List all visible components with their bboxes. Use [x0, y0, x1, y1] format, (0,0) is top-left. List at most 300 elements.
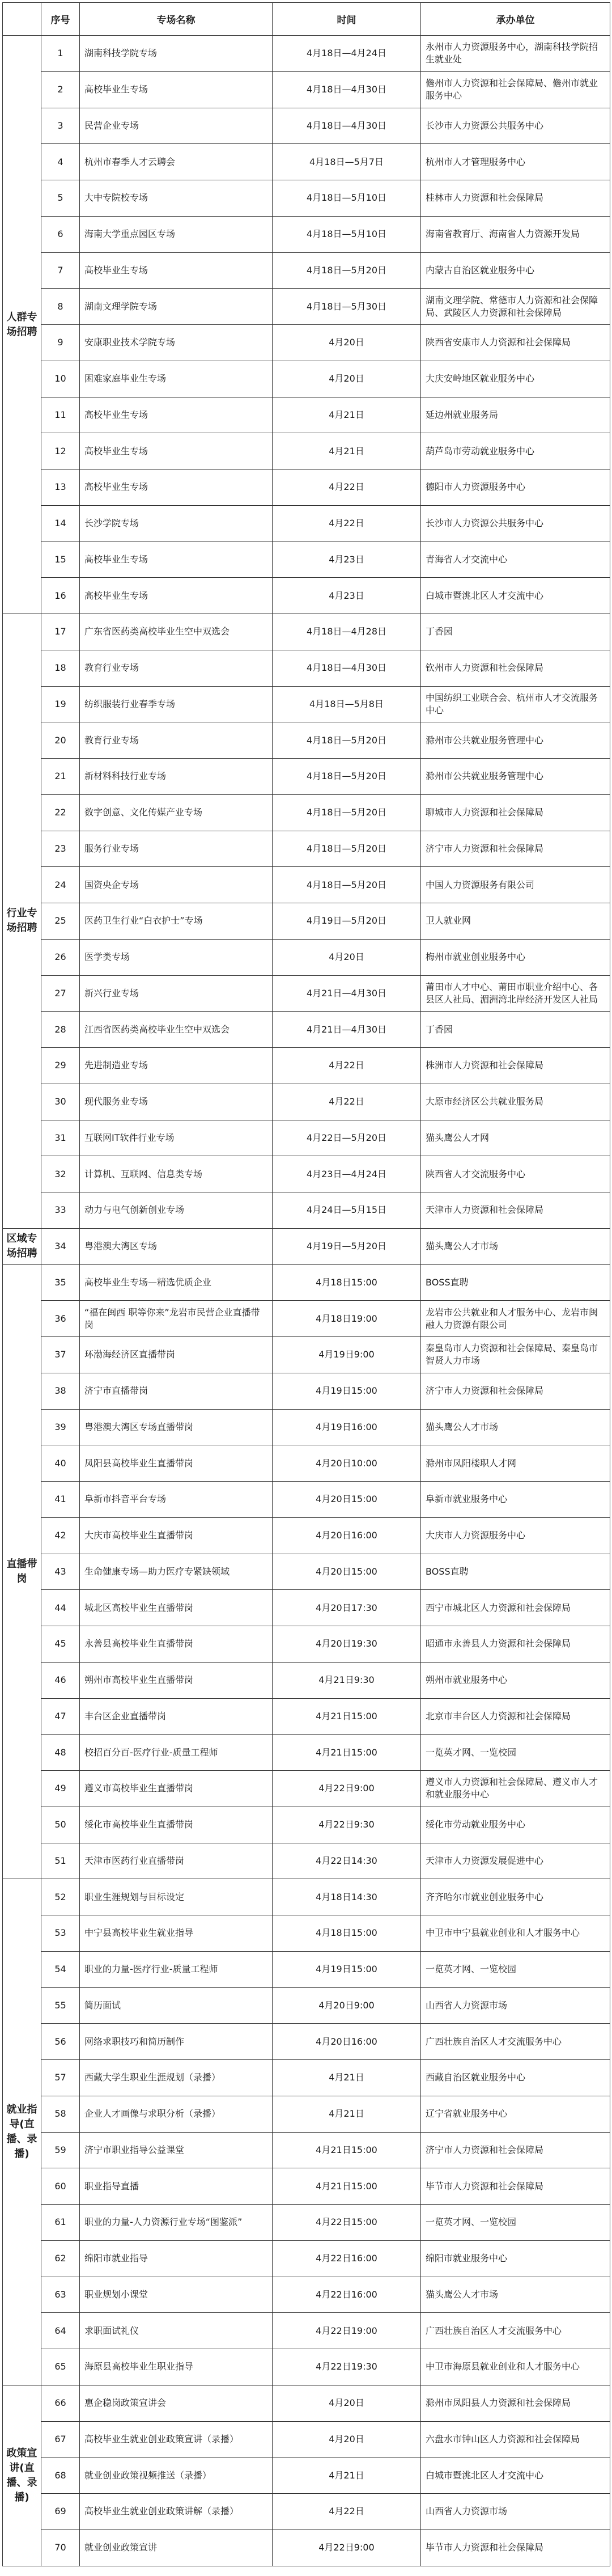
organizer: 六盘水市钟山区人力资源和社会保障局: [421, 2421, 610, 2457]
event-name: 西藏大学生职业生涯规划（录播）: [80, 2060, 273, 2096]
event-time: 4月22日—5月20日: [273, 1120, 421, 1156]
event-time: 4月19日—5月20日: [273, 1228, 421, 1264]
row-index: 22: [41, 794, 80, 831]
organizer: BOSS直聘: [421, 1554, 610, 1590]
event-name: 高校毕业生专场: [80, 252, 273, 289]
row-index: 1: [41, 36, 80, 72]
event-name: 城北区高校毕业生直播带岗: [80, 1590, 273, 1626]
table-row: [3, 686, 610, 722]
table-row: [3, 1626, 610, 1663]
event-name: 生命健康专场—助力医疗专紧缺领域: [80, 1554, 273, 1590]
table-row: [3, 469, 610, 506]
organizer: 海南省教育厅、海南省人力资源开发局: [421, 216, 610, 252]
row-index: 12: [41, 433, 80, 469]
event-time: 4月21日15:00: [273, 2168, 421, 2205]
table-row: [3, 1373, 610, 1409]
row-index: 40: [41, 1445, 80, 1482]
row-index: 30: [41, 1084, 80, 1120]
event-time: 4月21日: [273, 2096, 421, 2132]
organizer: 葫芦岛市劳动就业服务中心: [421, 433, 610, 469]
row-index: 49: [41, 1771, 80, 1807]
event-time: 4月22日9:00: [273, 1771, 421, 1807]
event-time: 4月21日9:30: [273, 1662, 421, 1698]
category-cell: 直播带岗: [3, 1264, 41, 1879]
event-time: 4月20日: [273, 939, 421, 975]
event-name: 困难家庭毕业生专场: [80, 361, 273, 397]
organizer: 卫人就业网: [421, 903, 610, 940]
table-row: [3, 1807, 610, 1843]
event-name: 求职面试礼仪: [80, 2313, 273, 2349]
organizer: 湖南文理学院、常德市人力资源和社会保障局、武陵区人力资源和社会保障局: [421, 289, 610, 325]
organizer: 辽宁省就业服务中心: [421, 2096, 610, 2132]
event-time: 4月22日: [273, 1048, 421, 1084]
event-time: 4月22日19:00: [273, 2313, 421, 2349]
event-name: 新兴行业专场: [80, 975, 273, 1012]
event-time: 4月21日—4月30日: [273, 1012, 421, 1048]
table-row: [3, 1554, 610, 1590]
table-row: [3, 1301, 610, 1337]
table-row: [3, 2313, 610, 2349]
table-row: [3, 2530, 610, 2566]
row-index: 56: [41, 2024, 80, 2060]
event-time: 4月21日: [273, 397, 421, 433]
event-name: 高校毕业生专场: [80, 578, 273, 614]
event-name: 网络求职技巧和简历制作: [80, 2024, 273, 2060]
row-index: 4: [41, 144, 80, 180]
event-time: 4月20日16:00: [273, 1517, 421, 1554]
event-time: 4月21日—4月30日: [273, 975, 421, 1012]
row-index: 11: [41, 397, 80, 433]
table-row: [3, 794, 610, 831]
event-time: 4月23日: [273, 578, 421, 614]
organizer: 龙岩市公共就业和人才服务中心、龙岩市闽融人力资源有限公司: [421, 1301, 610, 1337]
organizer: 阜新市就业服务中心: [421, 1482, 610, 1518]
organizer: 济宁市人力资源和社会保障局: [421, 831, 610, 867]
event-name: 服务行业专场: [80, 831, 273, 867]
event-name: 粤港澳大湾区专场: [80, 1228, 273, 1264]
event-name: 计算机、互联网、信息类专场: [80, 1156, 273, 1192]
event-name: 湖南文理学院专场: [80, 289, 273, 325]
table-row: [3, 542, 610, 578]
organizer: 钦州市人力资源和社会保障局: [421, 650, 610, 686]
event-time: 4月20日17:30: [273, 1590, 421, 1626]
table-row: [3, 1084, 610, 1120]
table-row: [3, 1445, 610, 1482]
event-name: 就业创业政策宣讲: [80, 2530, 273, 2566]
row-index: 50: [41, 1807, 80, 1843]
event-name: 职业规划小课堂: [80, 2277, 273, 2313]
organizer: 北京市丰台区人力资源和社会保障局: [421, 1698, 610, 1735]
event-time: 4月24日—5月15日: [273, 1192, 421, 1229]
row-index: 57: [41, 2060, 80, 2096]
table-row: [3, 180, 610, 217]
event-name: 永善县高校毕业生直播带岗: [80, 1626, 273, 1663]
organizer: 永州市人力资源服务中心，湖南科技学院招生就业处: [421, 36, 610, 72]
row-index: 21: [41, 759, 80, 795]
event-name: 新材料科技行业专场: [80, 759, 273, 795]
row-index: 47: [41, 1698, 80, 1735]
event-time: 4月19日15:00: [273, 1951, 421, 1987]
event-time: 4月18日—5月20日: [273, 759, 421, 795]
table-row: [3, 36, 610, 72]
row-index: 53: [41, 1915, 80, 1952]
row-index: 70: [41, 2530, 80, 2566]
row-index: 67: [41, 2421, 80, 2457]
row-index: 33: [41, 1192, 80, 1229]
table-row: [3, 1771, 610, 1807]
row-index: 27: [41, 975, 80, 1012]
category-cell: 行业专场招聘: [3, 614, 41, 1229]
row-index: 3: [41, 108, 80, 144]
row-index: 62: [41, 2240, 80, 2277]
row-index: 18: [41, 650, 80, 686]
event-name: 国资央企专场: [80, 867, 273, 903]
event-name: 互联网IT软件行业专场: [80, 1120, 273, 1156]
event-time: 4月20日: [273, 2421, 421, 2457]
event-time: 4月22日: [273, 2494, 421, 2530]
table-row: [3, 325, 610, 361]
row-index: 41: [41, 1482, 80, 1518]
event-time: 4月20日: [273, 361, 421, 397]
event-time: 4月20日15:00: [273, 1554, 421, 1590]
event-time: 4月22日9:00: [273, 2530, 421, 2566]
organizer: 天津市人力资源和社会保障局: [421, 1192, 610, 1229]
event-time: 4月18日—5月8日: [273, 686, 421, 722]
event-time: 4月18日15:00: [273, 1915, 421, 1952]
table-row: [3, 2240, 610, 2277]
event-name: 民营企业专场: [80, 108, 273, 144]
header-index: 序号: [41, 3, 80, 36]
table-row: [3, 578, 610, 614]
event-name: 职业指导直播: [80, 2168, 273, 2205]
organizer: 桂林市人力资源和社会保障局: [421, 180, 610, 217]
event-name: 先进制造业专场: [80, 1048, 273, 1084]
row-index: 64: [41, 2313, 80, 2349]
event-time: 4月20日16:00: [273, 2024, 421, 2060]
event-name: 高校毕业生专场: [80, 469, 273, 506]
event-time: 4月21日15:00: [273, 1735, 421, 1771]
organizer: 中国人力资源服务有限公司: [421, 867, 610, 903]
table-row: [3, 2096, 610, 2132]
event-name: 医药卫生行业“白衣护士”专场: [80, 903, 273, 940]
table-row: [3, 2457, 610, 2494]
organizer: 梅州市就业创业服务中心: [421, 939, 610, 975]
organizer: 昭通市永善县人力资源和社会保障局: [421, 1626, 610, 1663]
table-row: [3, 289, 610, 325]
row-index: 26: [41, 939, 80, 975]
row-index: 31: [41, 1120, 80, 1156]
table-row: [3, 2168, 610, 2205]
table-row: [3, 108, 610, 144]
row-index: 37: [41, 1337, 80, 1373]
table-row: [3, 2494, 610, 2530]
row-index: 55: [41, 1987, 80, 2024]
table-row: [3, 614, 610, 650]
organizer: 株洲市人力资源和社会保障局: [421, 1048, 610, 1084]
row-index: 13: [41, 469, 80, 506]
organizer: 一览英才网、一览校园: [421, 1735, 610, 1771]
row-index: 45: [41, 1626, 80, 1663]
event-time: 4月20日: [273, 2385, 421, 2421]
event-name: 海原县高校毕业生职业指导: [80, 2349, 273, 2385]
table-header-row: [3, 3, 610, 36]
organizer: 济宁市人力资源和社会保障局: [421, 2132, 610, 2168]
organizer: 大庆安岭地区就业服务中心: [421, 361, 610, 397]
event-name: “福在闽西 职等你来”龙岩市民营企业直播带岗: [80, 1301, 273, 1337]
table-row: [3, 1482, 610, 1518]
organizer: 长沙市人力资源公共服务中心: [421, 108, 610, 144]
header-organizer: 承办单位: [421, 3, 610, 36]
event-name: 江西省医药类高校毕业生空中双选会: [80, 1012, 273, 1048]
event-time: 4月20日19:30: [273, 1626, 421, 1663]
table-row: [3, 144, 610, 180]
row-index: 9: [41, 325, 80, 361]
table-row: [3, 2385, 610, 2421]
row-index: 68: [41, 2457, 80, 2494]
row-index: 66: [41, 2385, 80, 2421]
row-index: 46: [41, 1662, 80, 1698]
table-row: [3, 505, 610, 542]
event-time: 4月21日: [273, 2060, 421, 2096]
row-index: 17: [41, 614, 80, 650]
header-event-name: 专场名称: [80, 3, 273, 36]
row-index: 54: [41, 1951, 80, 1987]
event-name: 安康职业技术学院专场: [80, 325, 273, 361]
event-time: 4月18日—5月30日: [273, 289, 421, 325]
row-index: 43: [41, 1554, 80, 1590]
table-row: [3, 397, 610, 433]
event-name: 丰台区企业直播带岗: [80, 1698, 273, 1735]
row-index: 28: [41, 1012, 80, 1048]
table-row: [3, 433, 610, 469]
table-row: [3, 2277, 610, 2313]
organizer: 中卫市中宁县就业创业和人才服务中心: [421, 1915, 610, 1952]
category-cell: 人群专场招聘: [3, 36, 41, 614]
event-name: 粤港澳大湾区专场直播带岗: [80, 1409, 273, 1445]
table-row: [3, 2024, 610, 2060]
event-time: 4月18日—4月28日: [273, 614, 421, 650]
event-time: 4月19日9:00: [273, 1337, 421, 1373]
table-row: [3, 903, 610, 940]
event-name: 简历面试: [80, 1987, 273, 2024]
table-row: [3, 1048, 610, 1084]
event-name: 杭州市春季人才云聘会: [80, 144, 273, 180]
organizer: 滁州市凤阳楼职人才网: [421, 1445, 610, 1482]
event-time: 4月18日—4月30日: [273, 108, 421, 144]
event-name: 惠企稳岗政策宣讲会: [80, 2385, 273, 2421]
event-name: 职业生涯规划与目标设定: [80, 1879, 273, 1915]
event-name: 高校毕业生专场: [80, 542, 273, 578]
organizer: 猫头鹰公人才市场: [421, 1228, 610, 1264]
category-cell: 就业指导(直播、录播): [3, 1879, 41, 2385]
event-time: 4月18日—5月10日: [273, 180, 421, 217]
event-name: 数字创意、文化传媒产业专场: [80, 794, 273, 831]
table-row: [3, 867, 610, 903]
organizer: 西藏自治区就业服务中心: [421, 2060, 610, 2096]
organizer: 猫头鹰公人才市场: [421, 2277, 610, 2313]
organizer: 广西壮族自治区人才交流服务中心: [421, 2024, 610, 2060]
event-name: 济宁市直播带岗: [80, 1373, 273, 1409]
organizer: 白城市暨洮北区人才交流中心: [421, 2457, 610, 2494]
event-time: 4月20日: [273, 325, 421, 361]
row-index: 24: [41, 867, 80, 903]
organizer: 天津市人力资源发展促进中心: [421, 1843, 610, 1879]
event-name: 高校毕业生专场—精选优质企业: [80, 1264, 273, 1301]
event-name: 阜新市抖音平台专场: [80, 1482, 273, 1518]
table-row: [3, 1228, 610, 1264]
row-index: 8: [41, 289, 80, 325]
event-time: 4月22日: [273, 1084, 421, 1120]
event-name: 高校毕业生就业创业政策宣讲（录播）: [80, 2421, 273, 2457]
event-time: 4月21日15:00: [273, 1698, 421, 1735]
organizer: 丁香园: [421, 614, 610, 650]
event-time: 4月18日—5月7日: [273, 144, 421, 180]
event-name: 济宁市职业指导公益课堂: [80, 2132, 273, 2168]
table-row: [3, 1879, 610, 1915]
table-row: [3, 1662, 610, 1698]
table-row: [3, 1590, 610, 1626]
event-name: 长沙学院专场: [80, 505, 273, 542]
organizer: 滁州市凤阳县人力资源和社会保障局: [421, 2385, 610, 2421]
organizer: 滁州市公共就业服务管理中心: [421, 759, 610, 795]
table-row: [3, 722, 610, 759]
table-row: [3, 1120, 610, 1156]
organizer: 青海省人才交流中心: [421, 542, 610, 578]
event-time: 4月18日—5月20日: [273, 867, 421, 903]
row-index: 29: [41, 1048, 80, 1084]
organizer: BOSS直聘: [421, 1264, 610, 1301]
header-time: 时间: [273, 3, 421, 36]
organizer: 大原市经济区公共就业服务局: [421, 1084, 610, 1120]
row-index: 2: [41, 71, 80, 108]
event-time: 4月22日16:00: [273, 2277, 421, 2313]
organizer: 德阳市人力资源服务中心: [421, 469, 610, 506]
category-cell: 区域专场招聘: [3, 1228, 41, 1264]
event-time: 4月20日15:00: [273, 1482, 421, 1518]
row-index: 58: [41, 2096, 80, 2132]
event-name: 凤阳县高校毕业生直播带岗: [80, 1445, 273, 1482]
organizer: 儋州市人力资源和社会保障局、儋州市就业服务中心: [421, 71, 610, 108]
event-time: 4月22日14:30: [273, 1843, 421, 1879]
event-time: 4月18日—4月30日: [273, 650, 421, 686]
row-index: 38: [41, 1373, 80, 1409]
organizer: 陕西省安康市人力资源和社会保障局: [421, 325, 610, 361]
event-name: 纺织服装行业春季专场: [80, 686, 273, 722]
organizer: 西宁市城北区人力资源和社会保障局: [421, 1590, 610, 1626]
event-time: 4月19日16:00: [273, 1409, 421, 1445]
event-time: 4月19日—5月20日: [273, 903, 421, 940]
table-row: [3, 1264, 610, 1301]
event-name: 海南大学重点园区专场: [80, 216, 273, 252]
row-index: 6: [41, 216, 80, 252]
organizer: 绥化市劳动就业服务中心: [421, 1807, 610, 1843]
event-time: 4月18日15:00: [273, 1264, 421, 1301]
table-row: [3, 252, 610, 289]
event-name: 校招百分百-医疗行业-质量工程师: [80, 1735, 273, 1771]
row-index: 51: [41, 1843, 80, 1879]
row-index: 20: [41, 722, 80, 759]
organizer: 莆田市人才中心、莆田市职业介绍中心、各县区人社局、湄洲湾北岸经济开发区人社局: [421, 975, 610, 1012]
organizer: 遵义市人力资源和社会保障局、遵义市人才和就业服务中心: [421, 1771, 610, 1807]
organizer: 广西壮族自治区人才交流服务中心: [421, 2313, 610, 2349]
event-name: 环渤海经济区直播带岗: [80, 1337, 273, 1373]
event-time: 4月18日—5月10日: [273, 216, 421, 252]
organizer: 延边州就业服务局: [421, 397, 610, 433]
organizer: 内蒙古自治区就业服务中心: [421, 252, 610, 289]
event-name: 湖南科技学院专场: [80, 36, 273, 72]
event-name: 朔州市高校毕业生直播带岗: [80, 1662, 273, 1698]
organizer: 绵阳市就业服务中心: [421, 2240, 610, 2277]
organizer: 滁州市公共就业服务管理中心: [421, 722, 610, 759]
table-row: [3, 1192, 610, 1229]
event-time: 4月22日: [273, 505, 421, 542]
row-index: 52: [41, 1879, 80, 1915]
row-index: 32: [41, 1156, 80, 1192]
table-row: [3, 759, 610, 795]
event-name: 大庆市高校毕业生直播带岗: [80, 1517, 273, 1554]
row-index: 5: [41, 180, 80, 217]
table-row: [3, 1951, 610, 1987]
table-row: [3, 71, 610, 108]
event-name: 现代服务业专场: [80, 1084, 273, 1120]
event-name: 就业创业政策视频推送（录播）: [80, 2457, 273, 2494]
table-row: [3, 2205, 610, 2241]
event-name: 职业的力量-人力资源行业专场“图鉴派”: [80, 2205, 273, 2241]
event-name: 企业人才画像与求职分析（录播）: [80, 2096, 273, 2132]
event-name: 绵阳市就业指导: [80, 2240, 273, 2277]
row-index: 44: [41, 1590, 80, 1626]
table-row: [3, 361, 610, 397]
event-time: 4月23日—4月24日: [273, 1156, 421, 1192]
event-name: 职业的力量-医疗行业-质量工程师: [80, 1951, 273, 1987]
event-time: 4月18日19:00: [273, 1301, 421, 1337]
table-row: [3, 831, 610, 867]
table-row: [3, 939, 610, 975]
table-row: [3, 2421, 610, 2457]
event-time: 4月20日9:00: [273, 1987, 421, 2024]
table-row: [3, 1915, 610, 1952]
organizer: 丁香园: [421, 1012, 610, 1048]
event-time: 4月18日—4月30日: [273, 71, 421, 108]
event-time: 4月21日: [273, 2457, 421, 2494]
table-row: [3, 1698, 610, 1735]
event-time: 4月22日: [273, 469, 421, 506]
organizer: 济宁市人力资源和社会保障局: [421, 1373, 610, 1409]
organizer: 大庆市人力资源服务中心: [421, 1517, 610, 1554]
row-index: 19: [41, 686, 80, 722]
organizer: 猫头鹰公人才市场: [421, 1409, 610, 1445]
header-category: [3, 3, 41, 36]
event-name: 医学类专场: [80, 939, 273, 975]
table-body: [3, 36, 610, 2566]
table-row: [3, 1156, 610, 1192]
event-time: 4月22日16:00: [273, 2240, 421, 2277]
organizer: 山西省人力资源市场: [421, 1987, 610, 2024]
event-time: 4月18日—5月20日: [273, 794, 421, 831]
table-row: [3, 1843, 610, 1879]
row-index: 16: [41, 578, 80, 614]
row-index: 36: [41, 1301, 80, 1337]
table-row: [3, 216, 610, 252]
event-name: 高校毕业生就业创业政策讲解（录播）: [80, 2494, 273, 2530]
organizer: 中国纺织工业联合会、杭州市人才交流服务中心: [421, 686, 610, 722]
organizer: 山西省人力资源市场: [421, 2494, 610, 2530]
event-time: 4月21日: [273, 433, 421, 469]
event-time: 4月21日15:00: [273, 2132, 421, 2168]
event-time: 4月18日—5月20日: [273, 722, 421, 759]
event-name: 高校毕业生专场: [80, 397, 273, 433]
table-row: [3, 2349, 610, 2385]
